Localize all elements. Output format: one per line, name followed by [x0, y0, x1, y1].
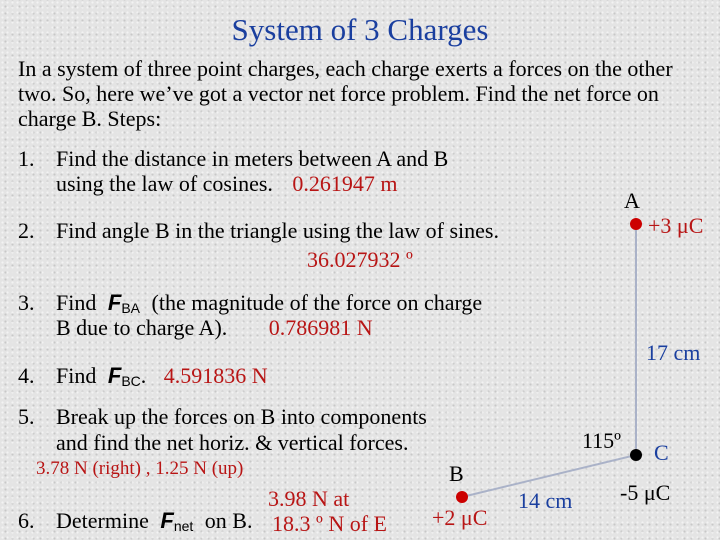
- step-5-number: 5.: [18, 404, 35, 429]
- charge-c-value: -5 μC: [620, 480, 671, 505]
- step-2-answer: 36.027932 º: [307, 247, 413, 272]
- step-1-text: Find the distance in meters between A and B: [56, 146, 449, 171]
- step-3-answer: 0.786981 N: [268, 315, 373, 340]
- step-6-number: 6.: [18, 508, 35, 533]
- step-4-number: 4.: [18, 363, 35, 388]
- angle-c-label: 115º: [582, 428, 622, 453]
- step-4-force-subscript: BC: [121, 373, 141, 389]
- step-2-number: 2.: [18, 218, 35, 243]
- step-6-force-symbol: F: [160, 508, 174, 533]
- step-3-post: (the magnitude of the force on charge: [151, 290, 483, 315]
- charge-a-dot: [630, 218, 642, 230]
- step-3-text-2: B due to charge A).: [56, 315, 228, 340]
- step-5-answer: 3.78 N (right) , 1.25 N (up): [36, 458, 244, 479]
- step-3-force-subscript: BA: [121, 300, 140, 316]
- charge-a-value: +3 μC: [648, 213, 704, 238]
- side-ac-length: 17 cm: [646, 340, 701, 365]
- slide-title: System of 3 Charges: [231, 12, 489, 47]
- step-6-force-subscript: net: [173, 518, 194, 534]
- step-1-text-2: using the law of cosines.: [56, 171, 273, 196]
- charge-b-dot: [456, 491, 468, 503]
- side-bc-length: 14 cm: [518, 488, 573, 513]
- step-4-force-symbol: F: [107, 363, 122, 388]
- step-4-post: .: [140, 363, 147, 388]
- step-1-number: 1.: [18, 146, 35, 171]
- step-6-answer-line2: 18.3 º N of E: [272, 511, 387, 536]
- charge-b-value: +2 μC: [432, 505, 488, 530]
- step-4-pre: Find: [56, 363, 97, 388]
- step-5-line2: and find the net horiz. & vertical forces.: [56, 430, 409, 455]
- charge-b-label: B: [449, 461, 464, 486]
- step-6-pre: Determine: [56, 508, 149, 533]
- step-6-answer-line1: 3.98 N at: [268, 486, 350, 511]
- intro-paragraph: In a system of three point charges, each charge exerts a forces on the other two. So, here we’ve got a vector net force problem. Find the net force on charge B. Steps:: [18, 56, 673, 131]
- step-3-force-symbol: F: [107, 290, 122, 315]
- charge-c-label: C: [654, 440, 669, 465]
- charge-c-dot: [630, 449, 642, 461]
- step-4-answer: 4.591836 N: [163, 363, 268, 388]
- step-1-answer: 0.261947 m: [292, 171, 398, 196]
- step-5-text: Break up the forces on B into components: [56, 404, 427, 429]
- charge-a-label: A: [624, 188, 640, 213]
- step-3-pre: Find: [56, 290, 97, 315]
- step-6-post: on B.: [204, 508, 253, 533]
- step-2-text: Find angle B in the triangle using the law of sines.: [56, 218, 499, 243]
- step-3-number: 3.: [18, 290, 35, 315]
